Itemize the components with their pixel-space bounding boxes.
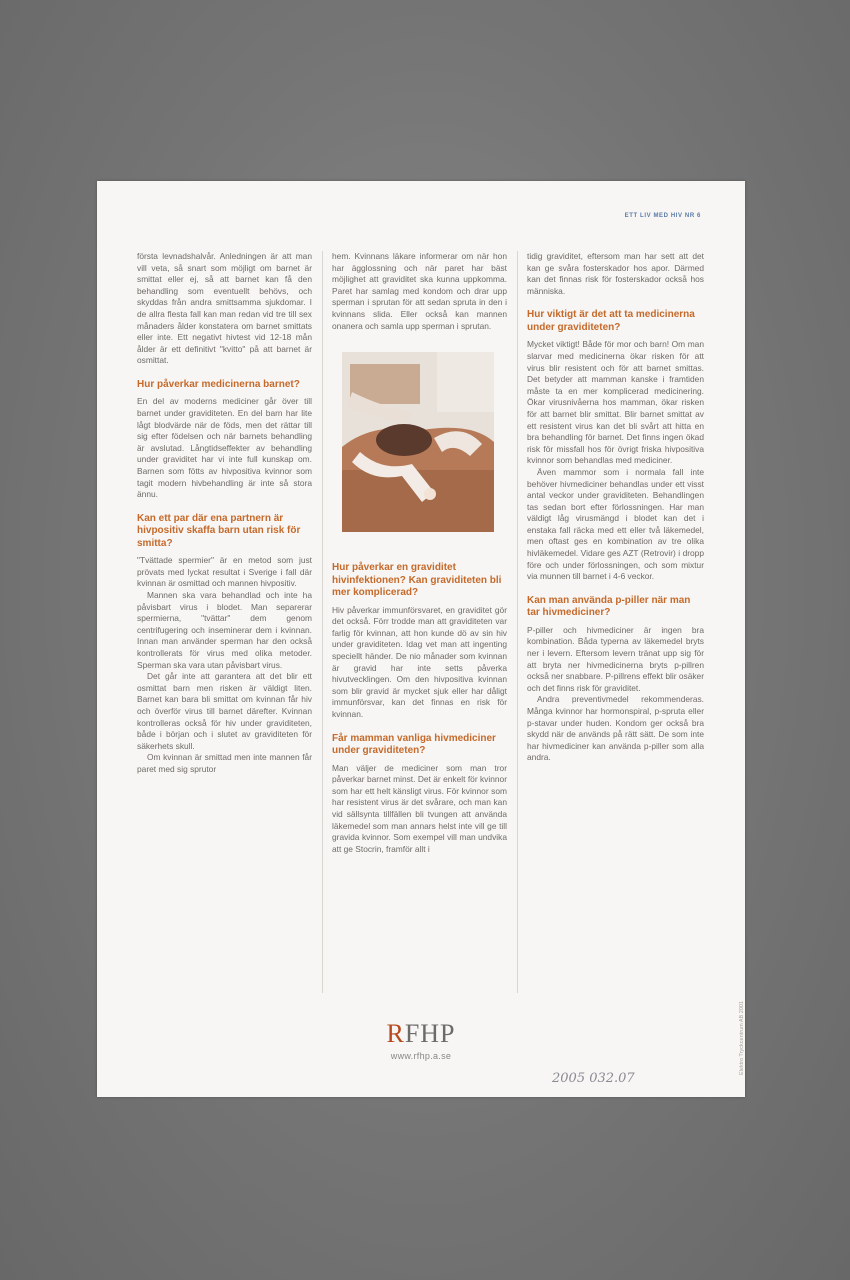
website-url: www.rfhp.a.se: [390, 1051, 452, 1061]
subheading: Hur viktigt är det att ta medicinerna under graviditeten?: [527, 309, 695, 333]
paragraph: Man väljer de mediciner som man tror påverkar barnet minst. Det är enkelt för kvinnor som har ett helt känsligt virus. För kvinnor som har resistent virus är det svårare, och man kan vid sällsynta tillfällen bli tvungen att använda läkemedel som man annars helst inte vill ge till gravida kvinnor. Som exempel vill man undvika att ge Stocrin, framför allt i: [332, 762, 507, 854]
logo-mark: [97, 1019, 745, 1049]
subheading: Kan ett par där ena partnern är hivpositiv skaffa barn utan risk för smitta?: [137, 512, 301, 549]
handwritten-archive-number: 2005 032.07: [552, 1071, 635, 1086]
paragraph: Andra preventivmedel rekommenderas. Många kvinnor har hormonspiral, p-spruta eller p-stavar under huden. Kondom ger också bra skydd när de används på rätt sätt. De som inte har hivmediciner kan använda p-piller som alla andra.: [527, 694, 704, 763]
paragraph: P-piller och hivmediciner är ingen bra kombination. Båda typerna av läkemedel bryts ner i levern. Eftersom levern tränat upp sig för att bryta ner hivmedicinerna bryts p-pillren också ner snabbare. P-pillrens effekt blir osäker och det finns risk för graviditet.: [527, 624, 704, 693]
paragraph: hem. Kvinnans läkare informerar om när hon har ägglossning och när paret har bäst möjlighet att graviditet ska kunna uppkomma. Paret har samlag med kondom och drar upp sperman i sprutan för att sedan spruta in den i kvinnans slida. Eller också kan mannen onanera och samla upp sperman i sprutan.: [332, 251, 507, 331]
column-3: [527, 251, 704, 764]
paragraph: En del av moderns mediciner går över till barnet under graviditeten. En del barn har lite lågt blodvärde när de föds, men det rättar till sig efter födelsen och när barnets behandling är avslutad. Långtidseffekter av behandling under graviditet har vi inte full kunskap om. Barnen som fötts av hivpositiva kvinnor som tagit modern hivbehandling är inte så stora ännu.: [137, 396, 312, 500]
logo-accent-letter: R: [386, 1019, 405, 1048]
column-divider: [322, 251, 323, 993]
column-1: [137, 251, 312, 776]
paragraph: Mannen ska vara behandlad och inte ha påvisbart virus i blodet. Man separerar spermierna, "tvättar" dem genom centrifugering och inseminerar dem i kvinnan. Innan man använder sperman har den också kontrollerats för virus med olika metoder. Sperman ska vara utan påvisbart virus.: [137, 590, 312, 670]
photo-woman-on-sofa: [342, 352, 494, 532]
paragraph: Om kvinnan är smittad men inte mannen får paret med sig sprutor: [137, 752, 312, 774]
paragraph: Det går inte att garantera att det blir ett osmittat barn men risken är väldigt liten. Barnet kan bara bli smittat om kvinnan får hiv och överför virus till barnet därefter. Kvinnan kontrolleras också för hiv under graviditeten, både i början och i slutet av graviditeten för säkerhets skull.: [137, 671, 312, 751]
subheading: Hur påverkar en graviditet hivinfektionen? Kan graviditeten bli mer komplicerad?: [332, 562, 502, 599]
rfhp-logo: [97, 1019, 745, 1061]
subheading: Kan man använda p-piller när man tar hivmediciner?: [527, 594, 691, 619]
running-header: ETT LIV MED HIV NR 6: [624, 213, 701, 219]
photo-illustration: [342, 352, 494, 532]
printer-credit: Elektro Tryckcentrum AB 2001: [739, 1001, 745, 1075]
document-page: [97, 181, 745, 1097]
subheading: Hur påverkar medicinerna barnet?: [137, 378, 300, 390]
column-divider: [517, 251, 518, 993]
logo-letters: FHP: [404, 1019, 456, 1048]
subheading: Får mamman vanliga hivmediciner under graviditeten?: [332, 732, 496, 757]
paragraph: Hiv påverkar immunförsvaret, en graviditet gör det också. Förr trodde man att graviditeten var farlig för kvinnan, att hon kunde dö av sin hiv under graviditeten. Idag vet man att ingenting speciellt händer. De nio månader som kvinnan är gravid har inte setts påverka hivutvecklingen. Om den hivpositiva kvinnan som blir gravid är mycket sjuk eller har dåligt immunförsvar, kan det finnas en risk för kvinnan.: [332, 604, 507, 719]
paragraph: första levnadshalvår. Anledningen är att man vill veta, så snart som möjligt om barnet är smittat eller ej, så att barnet kan få den behandling som eventuellt behövs, och skyddas från andra smittsamma sjukdomar. I de allra flesta fall kan man redan vid tre till sex månaders ålder konstatera om barnet smittats eller inte. Ett negativt hivtest vid 12-18 mån ålder är ett definitivt "kvitto" på att barnet är osmittat.: [137, 251, 312, 366]
paragraph: tidig graviditet, eftersom man har sett att det kan ge svåra fosterskador hos apor. Därmed kan det finnas risk för fosterskador också hos människa.: [527, 251, 704, 296]
column-2: [332, 251, 507, 855]
paragraph: Även mammor som i normala fall inte behöver hivmediciner behandlas under ett visst antal veckor under graviditeten. Behandlingen tas sedan bort efter förlossningen. Har man väldigt låg virusmängd i blodet kan det i enstaka fall räcka med ett eller två läkemedel, men oftast ges en kombination av tre olika hivläkemedel. Vidare ges AZT (Retrovir) i dropp före och under förlossningen, och som mixtur via munnen till barnet i 4-6 veckor.: [527, 466, 704, 582]
paragraph: Mycket viktigt! Både för mor och barn! Om man slarvar med medicinerna ökar risken för att virus blir resistent och för att barnet smittas. Det betyder att mamman kanske i framtiden måste ta en mer komplicerad medicinering. Ökar virusnivåerna hos mamman, ökar risken för att barnet blir smittat. Blir barnet smittat av ett resistent virus kan det bli svårt att hitta en bra behandling för barnet. Det finns ingen ökad risk för missfall hos för övrigt friska hivpositiva kvinnor som behandlas med mediciner.: [527, 339, 704, 466]
paragraph: "Tvättade spermier" är en metod som just prövats med lyckat resultat i Sverige i fall där kvinnan är osmittad och mannen hivpositiv.: [137, 555, 312, 589]
